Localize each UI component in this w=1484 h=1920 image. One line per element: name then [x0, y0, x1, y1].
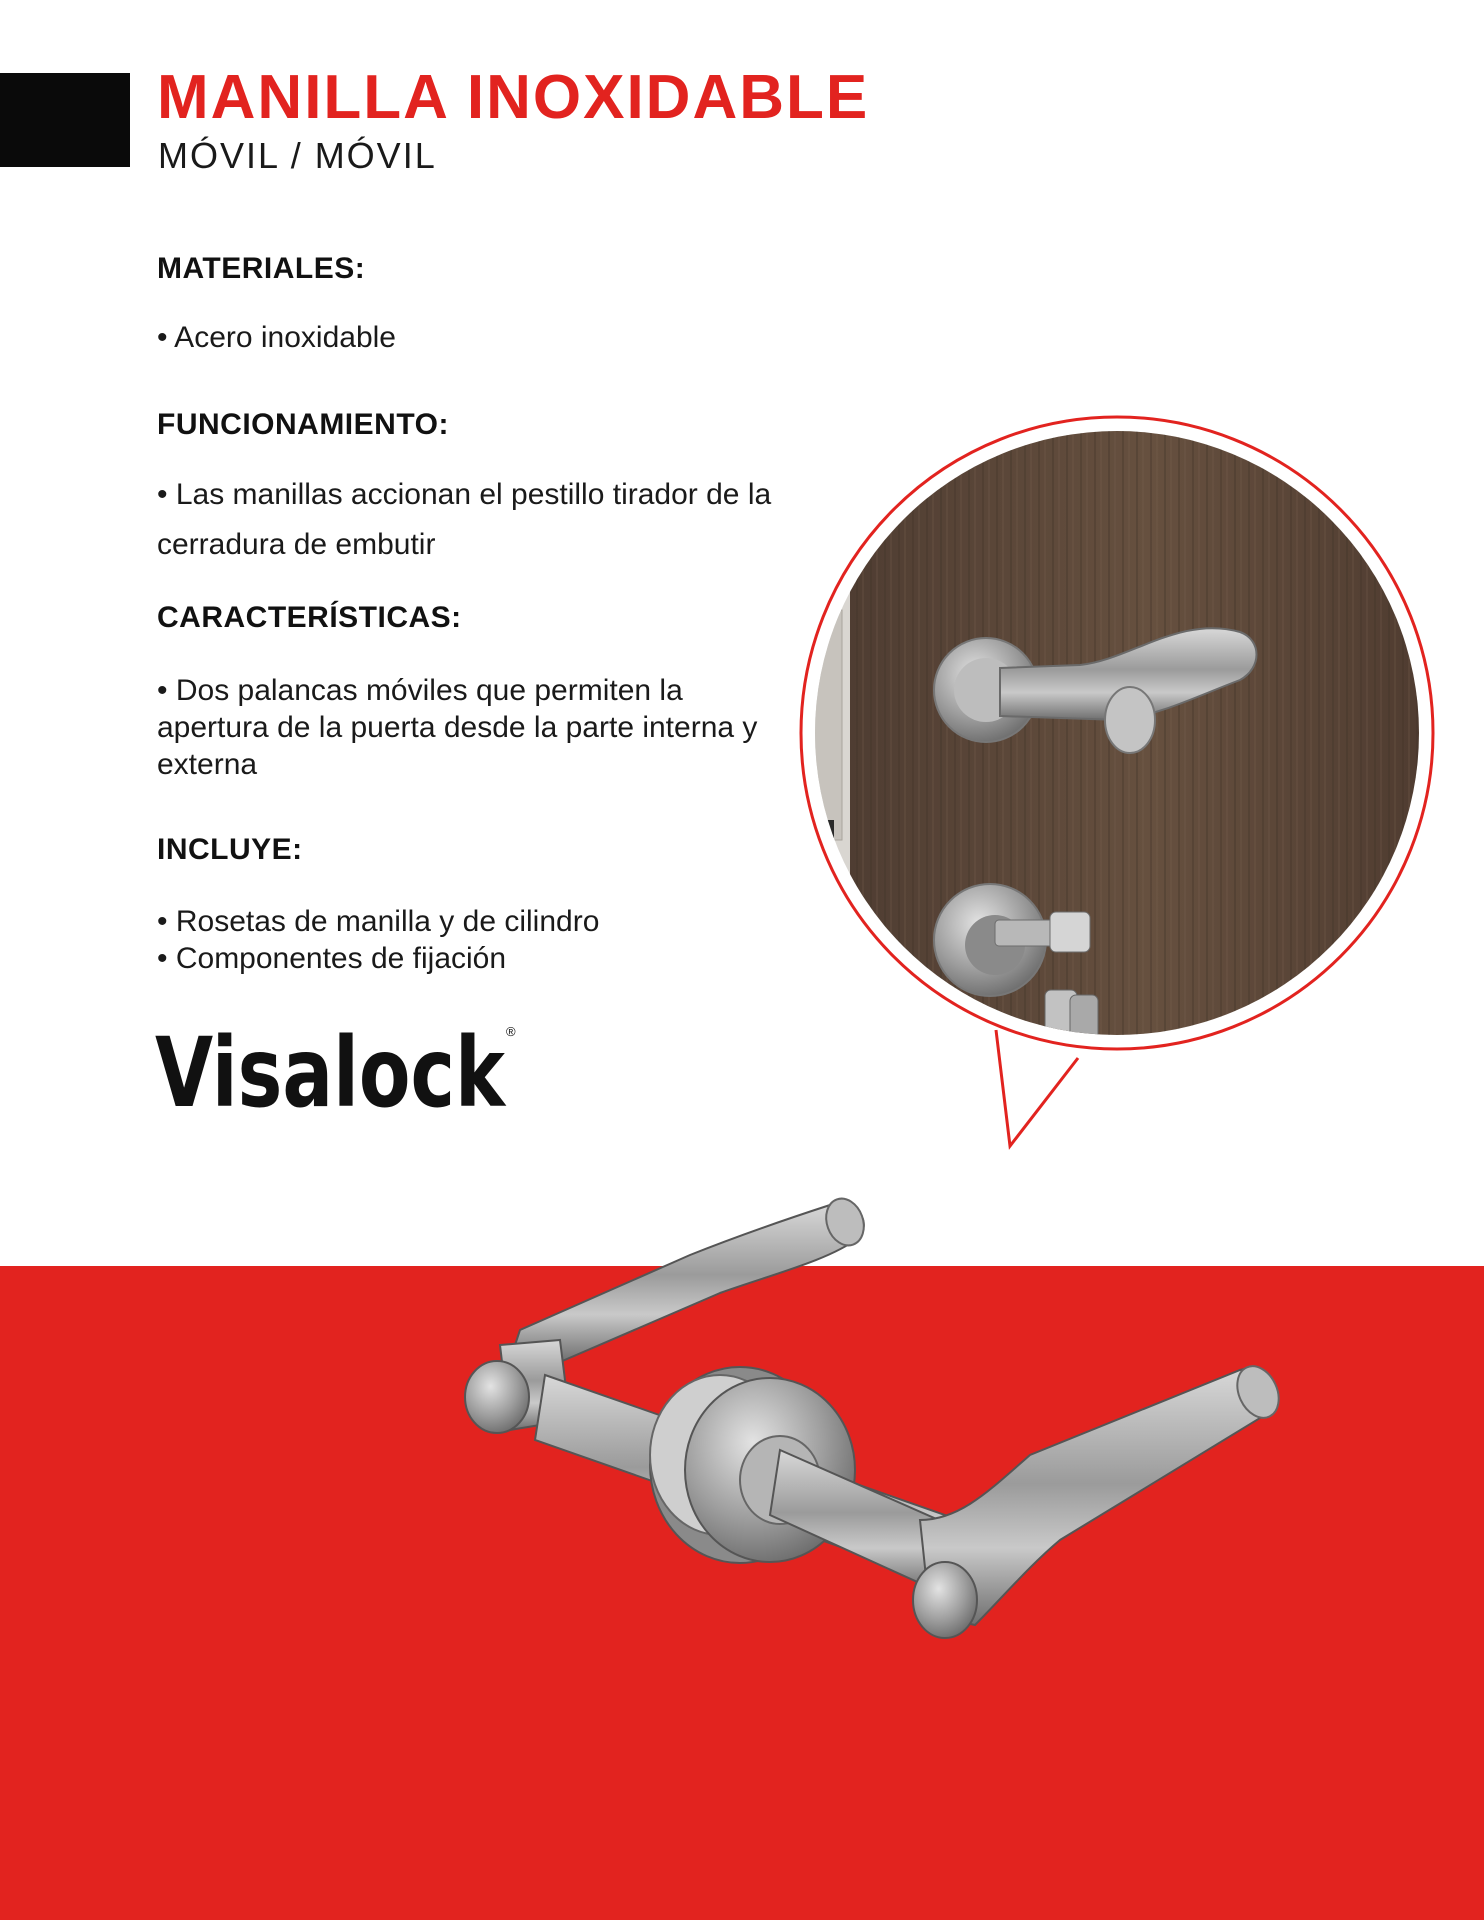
section-heading: MATERIALES: [157, 252, 366, 285]
bullet-item: • Rosetas de manilla y de cilindro [157, 905, 600, 938]
section-heading: CARACTERÍSTICAS: [157, 601, 462, 634]
black-accent-block [0, 73, 130, 167]
section-heading: INCLUYE: [157, 833, 303, 866]
bullet-item: • Acero inoxidable [157, 321, 396, 354]
visalock-logo-graphic [155, 1012, 535, 1122]
section-materiales [157, 251, 817, 354]
bullet-item: • Componentes de fijación [157, 942, 507, 975]
section-incluye [157, 832, 817, 975]
visalock-logo [155, 1012, 535, 1122]
logo-text: Visalock [155, 1017, 507, 1122]
registered-mark: ® [506, 1024, 516, 1039]
section-funcionamiento [157, 407, 817, 561]
section-heading: FUNCIONAMIENTO: [157, 408, 449, 441]
page-title: MANILLA INOXIDABLE [157, 63, 870, 132]
bullet-item: • Las manillas accionan el pestillo tirador de la cerradura de embutir [157, 478, 772, 561]
section-caracteristicas [157, 600, 817, 781]
bullet-list [157, 903, 797, 977]
red-footer-band [0, 1266, 1484, 1920]
page-subtitle: MÓVIL / MÓVIL [158, 135, 437, 176]
bullet-item: • Dos palancas móviles que permiten la apertura de la puerta desde la parte interna y externa [157, 674, 758, 781]
